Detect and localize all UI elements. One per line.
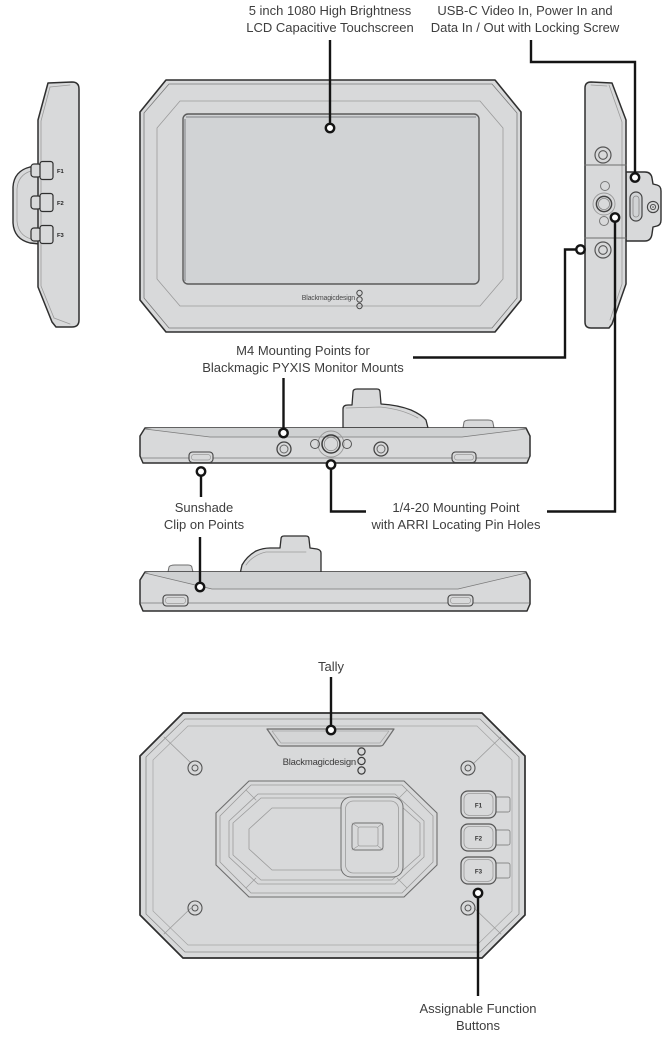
bottom-view-clip-slot-right — [448, 595, 473, 606]
callout-dot-assignable — [474, 889, 482, 897]
label-sunshade-line1: Sunshade — [174, 500, 234, 515]
top-view-clip-notch — [463, 420, 494, 428]
rear-f2-label: F2 — [474, 835, 483, 843]
usb-c-port — [630, 192, 642, 221]
callout-dot-m4-top-view — [279, 429, 287, 437]
label-usb-c — [400, 3, 650, 36]
front-logo-text: Blackmagicdesign — [301, 295, 355, 302]
left-side-view — [13, 82, 79, 327]
callout-dot-m4-side-view — [576, 245, 584, 253]
label-m4-line2: Blackmagic PYXIS Monitor Mounts — [202, 359, 404, 375]
rear-f1-label: F1 — [474, 802, 483, 810]
label-touchscreen-line1: 5 inch 1080 High Brightness — [248, 3, 412, 18]
bottom-view-clip-notch — [168, 565, 193, 572]
left-side-f3-label: F3 — [57, 233, 64, 239]
callout-dot-tally — [327, 726, 335, 734]
label-m4-mounting — [178, 343, 428, 376]
left-side-f1-label: F1 — [57, 169, 64, 175]
label-quarter20-line2: with ARRI Locating Pin Holes — [371, 516, 541, 532]
bottom-view-clip-slot-left — [163, 595, 188, 606]
rear-f3-label: F3 — [474, 868, 483, 876]
callout-dot-quarter20-side-view — [611, 213, 619, 221]
label-tally — [281, 659, 381, 676]
top-view-clip-slot-right — [452, 452, 476, 463]
label-tally-text: Tally — [317, 659, 344, 674]
top-view-connector-bump — [343, 389, 428, 428]
label-sunshade-line2: Clip on Points — [163, 516, 245, 532]
right-side-view — [585, 82, 661, 328]
label-quarter20-line1: 1/4-20 Mounting Point — [392, 500, 520, 515]
rear-view — [140, 713, 525, 958]
label-usb-c-line2: Data In / Out with Locking Screw — [430, 19, 620, 35]
label-sunshade — [129, 500, 279, 533]
label-assignable-line1: Assignable Function — [419, 1001, 537, 1016]
callout-dot-usb-c — [631, 173, 639, 181]
bottom-view — [140, 536, 530, 611]
bottom-view-connector-bump — [240, 536, 321, 574]
label-assignable — [393, 1001, 563, 1034]
rear-logo-text: Blackmagicdesign — [282, 757, 356, 768]
callout-dot-touchscreen — [326, 124, 334, 132]
front-screen — [183, 114, 479, 284]
callout-dot-sunshade-top-view — [197, 467, 205, 475]
callout-dot-sunshade-bottom-view — [196, 583, 204, 591]
label-quarter20 — [331, 500, 581, 533]
label-m4-line1: M4 Mounting Points for — [236, 343, 370, 358]
top-view — [140, 389, 530, 463]
label-touchscreen-line2: LCD Capacitive Touchscreen — [246, 19, 414, 35]
callout-dot-quarter20-top-view — [327, 460, 335, 468]
label-usb-c-line1: USB-C Video In, Power In and — [437, 3, 613, 18]
label-assignable-line2: Buttons — [455, 1017, 501, 1033]
top-view-clip-slot-left — [189, 452, 213, 463]
left-side-f2-label: F2 — [57, 201, 64, 207]
